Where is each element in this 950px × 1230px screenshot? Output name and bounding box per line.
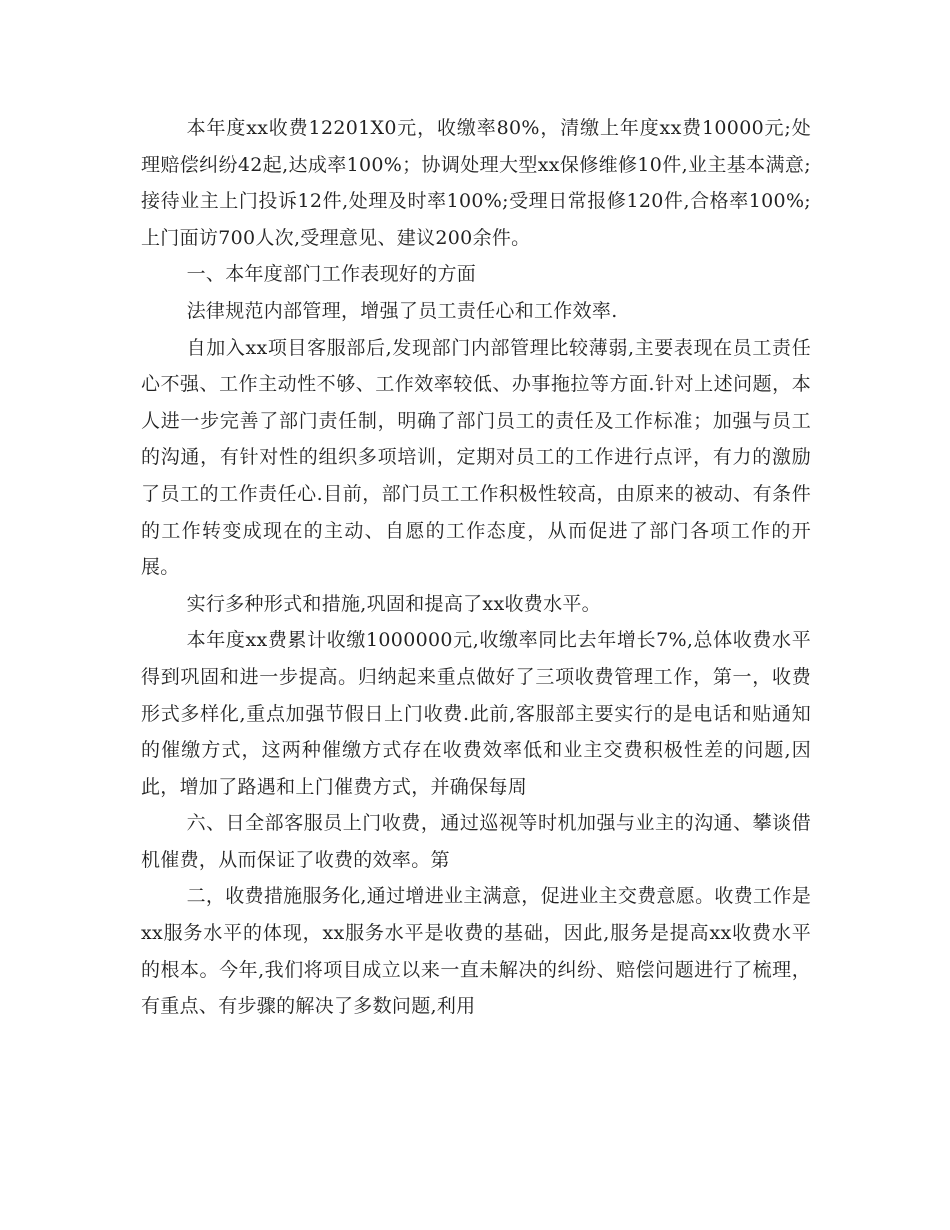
paragraph-door-collection: 六、日全部客服员上门收费，通过巡视等时机加强与业主的沟通、攀谈借机催费，从而保证了收费的效率。第 bbox=[141, 812, 811, 871]
paragraph-service-measures: 二，收费措施服务化,通过增进业主满意，促进业主交费意愿。收费工作是xx服务水平的体现，xx服务水平是收费的基础，因此,服务是提高xx收费水平的根本。今年,我们将项目成立以来一直未解决的纠纷、赔偿问题进行了梳理，有重点、有步骤的解决了多数问题,利用 bbox=[141, 885, 811, 1018]
paragraph-internal-management: 自加入xx项目客服部后,发现部门内部管理比较薄弱,主要表现在员工责任心不强、工作主动性不够、工作效率较低、办事拖拉等方面.针对上述问题，本人进一步完善了部门责任制，明确了部门员工的责任及工作标准；加强与员工的沟通，有针对性的组织多项培训，定期对员工的工作进行点评，有力的激励了员工的工作责任心.目前，部门员工工作积极性较高，由原来的被动、有条件的工作转变成现在的主动、自愿的工作态度，从而促进了部门各项工作的开展。 bbox=[141, 336, 811, 579]
subheading-fee-collection: 实行多种形式和措施,巩固和提高了xx收费水平。 bbox=[186, 592, 601, 615]
paragraph-fee-collection: 本年度xx费累计收缴1000000元,收缴率同比去年增长7%,总体收费水平得到巩固和进一步提高。归纳起来重点做好了三项收费管理工作，第一，收费形式多样化,重点加强节假日上门收费.此前,客服部主要实行的是电话和贴通知的催缴方式，这两种催缴方式存在收费效率低和业主交费积极性差的问题,因此，增加了路遇和上门催费方式，并确保每周 bbox=[141, 629, 811, 798]
subheading-internal-management: 法律规范内部管理，增强了员工责任心和工作效率. bbox=[186, 299, 618, 322]
paragraph-annual-summary: 本年度xx收费12201X0元，收缴率80%，清缴上年度xx费10000元;处理赔偿纠纷42起,达成率100%；协调处理大型xx保修维修10件,业主基本满意;接待业主上门投诉12件,处理及时率100%;受理日常报修120件,合格率100%; 上门面访700人次,受理意见、建议200余件。 bbox=[141, 117, 811, 249]
section-heading: 一、本年度部门工作表现好的方面 bbox=[186, 263, 477, 286]
document-body bbox=[141, 110, 811, 1025]
